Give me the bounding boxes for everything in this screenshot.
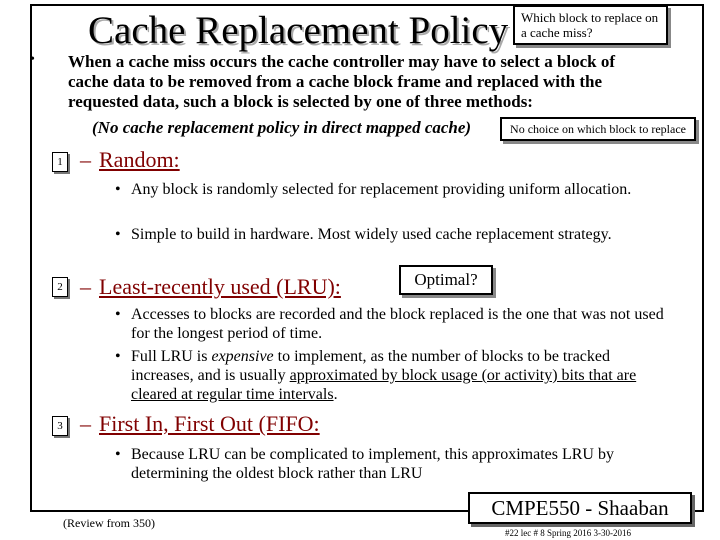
bullet-marker: • — [115, 446, 121, 463]
bullet-underlined: approximated by block usage (or activity) bits that are cleared at regular time intervals — [131, 367, 637, 403]
method-dash: – — [80, 411, 91, 436]
method-name: Least-recently used (LRU): — [99, 274, 341, 299]
bullet-text: Any block is randomly selected for replacement providing uniform allocation. — [131, 181, 632, 198]
bullet-text-part: Full LRU is — [131, 348, 212, 365]
slide-footer: #22 lec # 8 Spring 2016 3-30-2016 — [505, 528, 631, 538]
bullet-marker: • — [115, 306, 121, 323]
bullet-text-part: . — [333, 386, 338, 403]
optimal-callout: Optimal? — [399, 265, 493, 295]
course-badge: CMPE550 - Shaaban — [468, 492, 692, 524]
review-note: (Review from 350) — [63, 516, 155, 530]
method-name: Random: — [99, 147, 180, 172]
method-bullet — [115, 180, 675, 199]
bullet-marker: • — [115, 226, 121, 243]
method-number-badge: 2 — [52, 277, 68, 297]
slide-title: Cache Replacement Policy — [88, 9, 509, 52]
method-name: First In, First Out (FIFO: — [99, 411, 320, 436]
bullet-emphasis: expensive — [211, 348, 274, 365]
method-bullet — [115, 305, 675, 343]
method-dash: – — [80, 274, 91, 299]
method-heading-fifo — [80, 411, 320, 437]
method-number-badge: 1 — [52, 152, 68, 172]
no-choice-callout: No choice on which block to replace — [500, 117, 696, 141]
method-bullet — [115, 347, 675, 404]
direct-mapped-note: (No cache replacement policy in direct mapped cache) — [92, 118, 472, 137]
bullet-text: Accesses to blocks are recorded and the block replaced is the one that was not used for the longest period of time. — [131, 306, 664, 342]
method-number-badge: 3 — [52, 416, 68, 436]
bullet-text — [131, 347, 675, 404]
bullet-marker: • — [115, 181, 121, 198]
method-dash: – — [80, 147, 91, 172]
method-bullet — [115, 225, 675, 244]
method-heading-random — [80, 147, 180, 173]
main-bullet-marker: • — [30, 52, 35, 67]
bullet-marker: • — [115, 348, 121, 365]
intro-line: requested data, such a block is selected by one of three methods: — [68, 92, 533, 111]
bullet-text: Simple to build in hardware. Most widely used cache replacement strategy. — [131, 226, 612, 243]
intro-paragraph — [68, 52, 708, 112]
bullet-text: Because LRU can be complicated to implement, this approximates LRU by determining the oldest block rather than LRU — [131, 446, 614, 482]
method-bullet — [115, 445, 675, 483]
method-heading-lru — [80, 274, 341, 300]
intro-line: When a cache miss occurs the cache controller may have to select a block of — [68, 52, 616, 71]
bullet-text-part: to implement, as the number of blocks to be tracked increases, and is usually — [131, 348, 611, 384]
intro-line: cache data to be removed from a cache block frame and replaced with the — [68, 72, 602, 91]
question-callout: Which block to replace on a cache miss? — [513, 5, 668, 45]
